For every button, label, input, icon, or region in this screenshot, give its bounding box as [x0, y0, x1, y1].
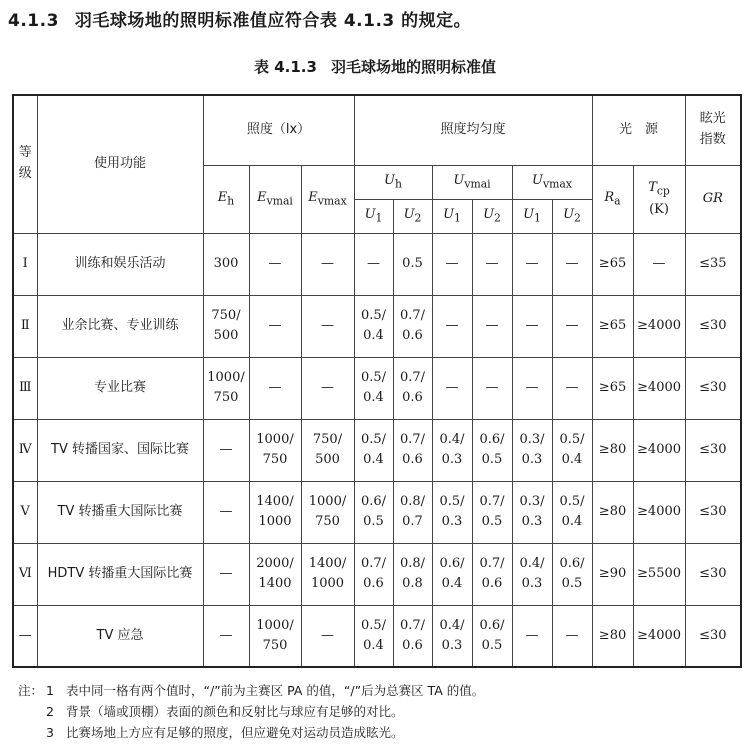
uvmax1-value: — — [525, 379, 539, 395]
uvmai1-value: 0.6/ — [439, 555, 465, 571]
eh-value: 500 — [213, 328, 239, 343]
grade-cell: Ⅲ — [13, 357, 37, 419]
ra-cell: ≥65 — [592, 233, 633, 295]
uh2-value: 0.8/ — [399, 555, 426, 571]
eh-value: 750/ — [211, 307, 241, 323]
evmai-value: 1400 — [258, 576, 292, 591]
uvmai1-value: — — [445, 379, 459, 395]
u2-sub: 2 — [574, 211, 581, 225]
gr-cell: ≤30 — [685, 419, 741, 481]
uvmai2-value: 0.6 — [481, 576, 503, 591]
evmax-value: — — [321, 255, 334, 271]
evmai-value: 750 — [262, 452, 288, 467]
uvmai1-cell — [432, 543, 472, 605]
uvmai2-cell — [472, 357, 512, 419]
uvmai2-value: — — [485, 317, 499, 333]
evmai-cell — [249, 357, 301, 419]
gr-cell: ≤30 — [685, 543, 741, 605]
uvmai1-cell — [432, 419, 472, 481]
clause-heading — [8, 6, 471, 31]
uvmax1-cell — [512, 481, 552, 543]
note-1 — [18, 680, 484, 701]
uh2-value: 0.6 — [402, 637, 423, 653]
header-uvmai-u1 — [432, 199, 472, 233]
tcp-cell: ≥4000 — [633, 295, 685, 357]
gr-cell: ≤30 — [685, 605, 741, 667]
table-row — [13, 419, 741, 481]
uvmai1-value: — — [445, 317, 459, 333]
uvmax1-value: — — [525, 317, 539, 333]
uh2-cell — [393, 233, 432, 295]
uvmax2-cell — [552, 481, 592, 543]
uh2-value: 0.7 — [402, 514, 423, 529]
uh1-value: 0.5/ — [360, 617, 387, 633]
table-row — [13, 605, 741, 667]
evmai-value: 1400/ — [256, 493, 294, 509]
evmai-cell — [249, 419, 301, 481]
gr-cell: ≤35 — [685, 233, 741, 295]
uvmax1-cell — [512, 543, 552, 605]
u2-sub: 2 — [414, 211, 422, 225]
uvmai1-value: — — [445, 255, 459, 271]
uvmax2-cell — [552, 233, 592, 295]
table-body — [13, 233, 741, 667]
table-caption-title: 羽毛球场地的照明标准值 — [330, 58, 496, 76]
u1-sub: 1 — [454, 211, 461, 225]
header-tcp — [633, 165, 685, 233]
uvmai2-cell — [472, 295, 512, 357]
grade-cell: Ⅰ — [13, 233, 37, 295]
uh1-value: 0.4 — [363, 637, 384, 653]
eh-value: — — [219, 441, 233, 457]
evmax-cell — [301, 419, 354, 481]
table-notes — [18, 680, 484, 743]
uvmax1-cell — [512, 233, 552, 295]
notes-label: 注： — [18, 683, 44, 698]
clause-text: 羽毛球场地的照明标准值应符合表 4.1.3 的规定。 — [74, 11, 472, 31]
header-evmax-base: E — [308, 189, 318, 205]
header-ra — [592, 165, 633, 233]
uvmax2-value: — — [565, 627, 579, 643]
ra-cell: ≥90 — [592, 543, 633, 605]
lighting-standard-table — [12, 94, 742, 668]
table-row — [13, 543, 741, 605]
uh2-cell — [393, 357, 432, 419]
grade-cell: Ⅴ — [13, 481, 37, 543]
uvmax1-cell — [512, 605, 552, 667]
tcp-cell: ≥4000 — [633, 357, 685, 419]
grade-cell: Ⅵ — [13, 543, 37, 605]
uh2-cell — [393, 543, 432, 605]
uvmax1-value: 0.3 — [521, 514, 543, 529]
header-uvmai — [432, 165, 512, 199]
uh2-value: 0.6 — [402, 452, 423, 467]
tcp-cell: — — [633, 233, 685, 295]
note-index: 2 — [46, 704, 54, 719]
uvmax2-value: 0.5 — [561, 576, 583, 591]
uvmai2-cell — [472, 233, 512, 295]
uvmai1-value: 0.5/ — [439, 493, 465, 509]
uh1-value: 0.6/ — [360, 493, 387, 509]
evmai-cell — [249, 543, 301, 605]
header-function: 使用功能 — [37, 95, 203, 233]
eh-value: 300 — [213, 255, 239, 271]
uh2-value: 0.8/ — [399, 493, 426, 509]
function-cell: 训练和娱乐活动 — [37, 233, 203, 295]
uvmai1-value: 0.4 — [441, 576, 463, 591]
uvmax2-value: 0.5/ — [559, 431, 585, 447]
uh1-value: 0.5/ — [360, 369, 387, 385]
uh1-cell — [354, 357, 393, 419]
uvmai2-value: — — [485, 379, 499, 395]
uvmai1-cell — [432, 605, 472, 667]
eh-value: 1000/ — [207, 369, 245, 385]
note-text: 比赛场地上方应有足够的照度，但应避免对运动员造成眩光。 — [66, 725, 404, 740]
clause-number: 4.1.3 — [8, 11, 59, 31]
header-uvmai-base: U — [453, 172, 465, 188]
eh-value: — — [219, 627, 233, 643]
u-base: U — [523, 206, 535, 222]
table-row — [13, 233, 741, 295]
uvmai2-value: 0.5 — [481, 514, 503, 529]
uvmai1-cell — [432, 357, 472, 419]
eh-cell — [203, 543, 249, 605]
uvmai2-value: 0.7/ — [479, 555, 505, 571]
evmax-cell — [301, 543, 354, 605]
uvmax1-value: 0.3/ — [519, 431, 545, 447]
eh-cell — [203, 357, 249, 419]
uvmai2-value: 0.6/ — [479, 431, 505, 447]
uh1-value: 0.6 — [363, 576, 384, 591]
ra-cell: ≥80 — [592, 605, 633, 667]
header-eh — [203, 165, 249, 233]
function-cell: HDTV 转播重大国际比赛 — [37, 543, 203, 605]
uvmai1-value: 0.3 — [441, 637, 463, 653]
header-illuminance: 照度（lx） — [203, 95, 354, 165]
evmai-value: — — [268, 379, 282, 395]
header-light-source: 光 源 — [592, 95, 685, 165]
uvmai1-cell — [432, 295, 472, 357]
eh-value: — — [219, 503, 233, 519]
function-cell: TV 转播重大国际比赛 — [37, 481, 203, 543]
evmax-value: 750 — [315, 514, 340, 529]
note-3 — [18, 722, 484, 743]
uvmax2-cell — [552, 419, 592, 481]
header-uvmai-u2 — [472, 199, 512, 233]
uvmax1-value: 0.4/ — [519, 555, 545, 571]
u-base: U — [563, 206, 575, 222]
evmai-value: 2000/ — [256, 555, 294, 571]
table-caption — [0, 56, 750, 77]
uh1-value: 0.4 — [363, 390, 384, 405]
u-base: U — [403, 206, 415, 222]
uvmax2-value: 0.6/ — [559, 555, 585, 571]
uh2-cell — [393, 295, 432, 357]
evmai-value: 1000/ — [256, 431, 294, 447]
evmai-cell — [249, 295, 301, 357]
evmax-cell — [301, 233, 354, 295]
ra-cell: ≥80 — [592, 481, 633, 543]
uvmai1-cell — [432, 233, 472, 295]
uvmai2-cell — [472, 543, 512, 605]
evmai-value: 750 — [262, 637, 288, 653]
u-base: U — [483, 206, 495, 222]
evmai-cell — [249, 233, 301, 295]
ra-cell: ≥80 — [592, 419, 633, 481]
note-index: 3 — [46, 725, 54, 740]
tcp-cell: ≥4000 — [633, 419, 685, 481]
uvmax2-value: 0.4 — [561, 514, 583, 529]
uvmai2-value: 0.5 — [481, 637, 503, 653]
evmax-cell — [301, 357, 354, 419]
uh2-value: 0.7/ — [399, 307, 426, 323]
evmai-value: — — [268, 255, 282, 271]
header-grade — [13, 95, 37, 233]
uvmax2-value: 0.5/ — [559, 493, 585, 509]
uh1-cell — [354, 233, 393, 295]
note-text: 背景（墙或顶棚）表面的颜色和反射比与球应有足够的对比。 — [66, 704, 404, 719]
eh-value: 750 — [213, 390, 239, 405]
uh1-value: 0.4 — [363, 328, 384, 343]
note-index: 1 — [46, 683, 54, 698]
header-uniformity: 照度均匀度 — [354, 95, 592, 165]
uvmax1-value: — — [525, 255, 539, 271]
header-uh-base: U — [384, 172, 395, 188]
header-uvmax-base: U — [532, 172, 544, 188]
eh-cell — [203, 233, 249, 295]
uvmai1-value: 0.4/ — [439, 617, 465, 633]
uh1-value: 0.4 — [363, 452, 384, 467]
uh2-value: 0.6 — [402, 390, 423, 405]
uvmax2-cell — [552, 295, 592, 357]
uh2-value: 0.7/ — [399, 369, 426, 385]
header-glare — [685, 95, 741, 165]
uvmax2-value: 0.4 — [561, 452, 583, 467]
header-evmax — [301, 165, 354, 233]
header-tcp-sub: cp — [656, 184, 670, 198]
function-cell: 业余比赛、专业训练 — [37, 295, 203, 357]
eh-cell — [203, 481, 249, 543]
function-cell: TV 转播国家、国际比赛 — [37, 419, 203, 481]
uvmax2-cell — [552, 605, 592, 667]
u1-sub: 1 — [534, 211, 541, 225]
u2-sub: 2 — [494, 211, 501, 225]
evmax-value: 500 — [315, 452, 340, 467]
note-text: 表中同一格有两个值时，“/”前为主赛区 PA 的值，“/”后为总赛区 TA 的值。 — [66, 683, 485, 698]
uh2-value: 0.5 — [402, 255, 423, 271]
evmax-value: 1400/ — [308, 555, 347, 571]
header-gr: GR — [685, 165, 741, 233]
gr-cell: ≤30 — [685, 357, 741, 419]
header-evmai-sub: vmai — [266, 194, 293, 208]
header-glare-text: 眩光指数 — [699, 111, 726, 148]
tcp-cell: ≥4000 — [633, 605, 685, 667]
table-row — [13, 481, 741, 543]
tcp-cell: ≥5500 — [633, 543, 685, 605]
uvmai2-cell — [472, 419, 512, 481]
table-row — [13, 295, 741, 357]
uvmax1-value: — — [525, 627, 539, 643]
evmai-value: — — [268, 317, 282, 333]
header-evmai — [249, 165, 301, 233]
header-uvmai-sub: vmai — [464, 177, 491, 191]
uvmai1-value: 0.3 — [441, 452, 463, 467]
eh-value: — — [219, 565, 233, 581]
uvmai1-value: 0.3 — [441, 514, 463, 529]
evmai-cell — [249, 605, 301, 667]
uh1-value: 0.5/ — [360, 307, 387, 323]
grade-cell: Ⅳ — [13, 419, 37, 481]
uvmax1-cell — [512, 295, 552, 357]
uvmai1-value: 0.4/ — [439, 431, 465, 447]
header-ra-base: R — [604, 189, 615, 205]
evmai-value: 1000/ — [256, 617, 294, 633]
header-grade-text: 等级 — [18, 145, 32, 182]
uh2-value: 0.8 — [402, 576, 423, 591]
uh2-value: 0.7/ — [399, 431, 426, 447]
header-uvmax-u1 — [512, 199, 552, 233]
note-2 — [18, 701, 484, 722]
uh1-cell — [354, 295, 393, 357]
tcp-cell: ≥4000 — [633, 481, 685, 543]
u-base: U — [364, 206, 376, 222]
eh-cell — [203, 419, 249, 481]
header-evmai-base: E — [257, 189, 267, 205]
evmax-cell — [301, 295, 354, 357]
uvmai2-cell — [472, 481, 512, 543]
uh2-cell — [393, 481, 432, 543]
evmai-value: 1000 — [258, 514, 292, 529]
header-ra-sub: a — [614, 194, 621, 208]
uh1-cell — [354, 605, 393, 667]
uvmai2-value: 0.5 — [481, 452, 503, 467]
uh2-value: 0.7/ — [399, 617, 426, 633]
header-evmax-sub: vmax — [317, 194, 347, 208]
uvmax1-cell — [512, 357, 552, 419]
evmax-value: — — [321, 379, 334, 395]
header-uh — [354, 165, 432, 199]
eh-cell — [203, 605, 249, 667]
header-tcp-unit: (K) — [649, 202, 669, 218]
header-uh-u1 — [354, 199, 393, 233]
uvmax2-cell — [552, 357, 592, 419]
uh1-cell — [354, 481, 393, 543]
uvmai2-value: — — [485, 255, 499, 271]
uvmax2-cell — [552, 543, 592, 605]
evmai-cell — [249, 481, 301, 543]
uh1-value: 0.5/ — [360, 431, 387, 447]
header-eh-base: E — [217, 189, 228, 205]
evmax-value: 1000 — [310, 576, 345, 591]
header-uvmax — [512, 165, 592, 199]
evmax-cell — [301, 481, 354, 543]
header-uvmax-u2 — [552, 199, 592, 233]
uvmax1-value: 0.3 — [521, 576, 543, 591]
uvmai2-value: 0.6/ — [479, 617, 505, 633]
uvmax2-value: — — [565, 317, 579, 333]
evmax-cell — [301, 605, 354, 667]
header-uvmax-sub: vmax — [543, 177, 572, 191]
ra-cell: ≥65 — [592, 357, 633, 419]
uvmax2-value: — — [565, 379, 579, 395]
uvmax1-value: 0.3/ — [519, 493, 545, 509]
evmax-value: — — [321, 627, 334, 643]
uvmax2-value: — — [565, 255, 579, 271]
uvmai2-cell — [472, 605, 512, 667]
uh1-cell — [354, 543, 393, 605]
table-caption-number: 表 4.1.3 — [254, 58, 317, 76]
gr-cell: ≤30 — [685, 481, 741, 543]
uh1-value: — — [367, 255, 380, 271]
header-uh-u2 — [393, 199, 432, 233]
uh1-cell — [354, 419, 393, 481]
header-uh-sub: h — [394, 177, 402, 191]
function-cell: TV 应急 — [37, 605, 203, 667]
header-eh-sub: h — [227, 194, 235, 208]
uh1-value: 0.7/ — [360, 555, 387, 571]
grade-cell: — — [13, 605, 37, 667]
evmax-value: 750/ — [312, 431, 343, 447]
grade-cell: Ⅱ — [13, 295, 37, 357]
uh1-value: 0.5 — [363, 514, 384, 529]
gr-cell: ≤30 — [685, 295, 741, 357]
ra-cell: ≥65 — [592, 295, 633, 357]
u1-sub: 1 — [375, 211, 383, 225]
u-base: U — [443, 206, 455, 222]
evmax-value: 1000/ — [308, 493, 347, 509]
eh-cell — [203, 295, 249, 357]
uh2-cell — [393, 419, 432, 481]
table-row — [13, 357, 741, 419]
uvmai1-cell — [432, 481, 472, 543]
evmax-value: — — [321, 317, 334, 333]
uh2-cell — [393, 605, 432, 667]
function-cell: 专业比赛 — [37, 357, 203, 419]
uvmax1-value: 0.3 — [521, 452, 543, 467]
uh2-value: 0.6 — [402, 328, 423, 343]
uvmax1-cell — [512, 419, 552, 481]
header-tcp-base: T — [648, 179, 657, 195]
uvmai2-value: 0.7/ — [479, 493, 505, 509]
